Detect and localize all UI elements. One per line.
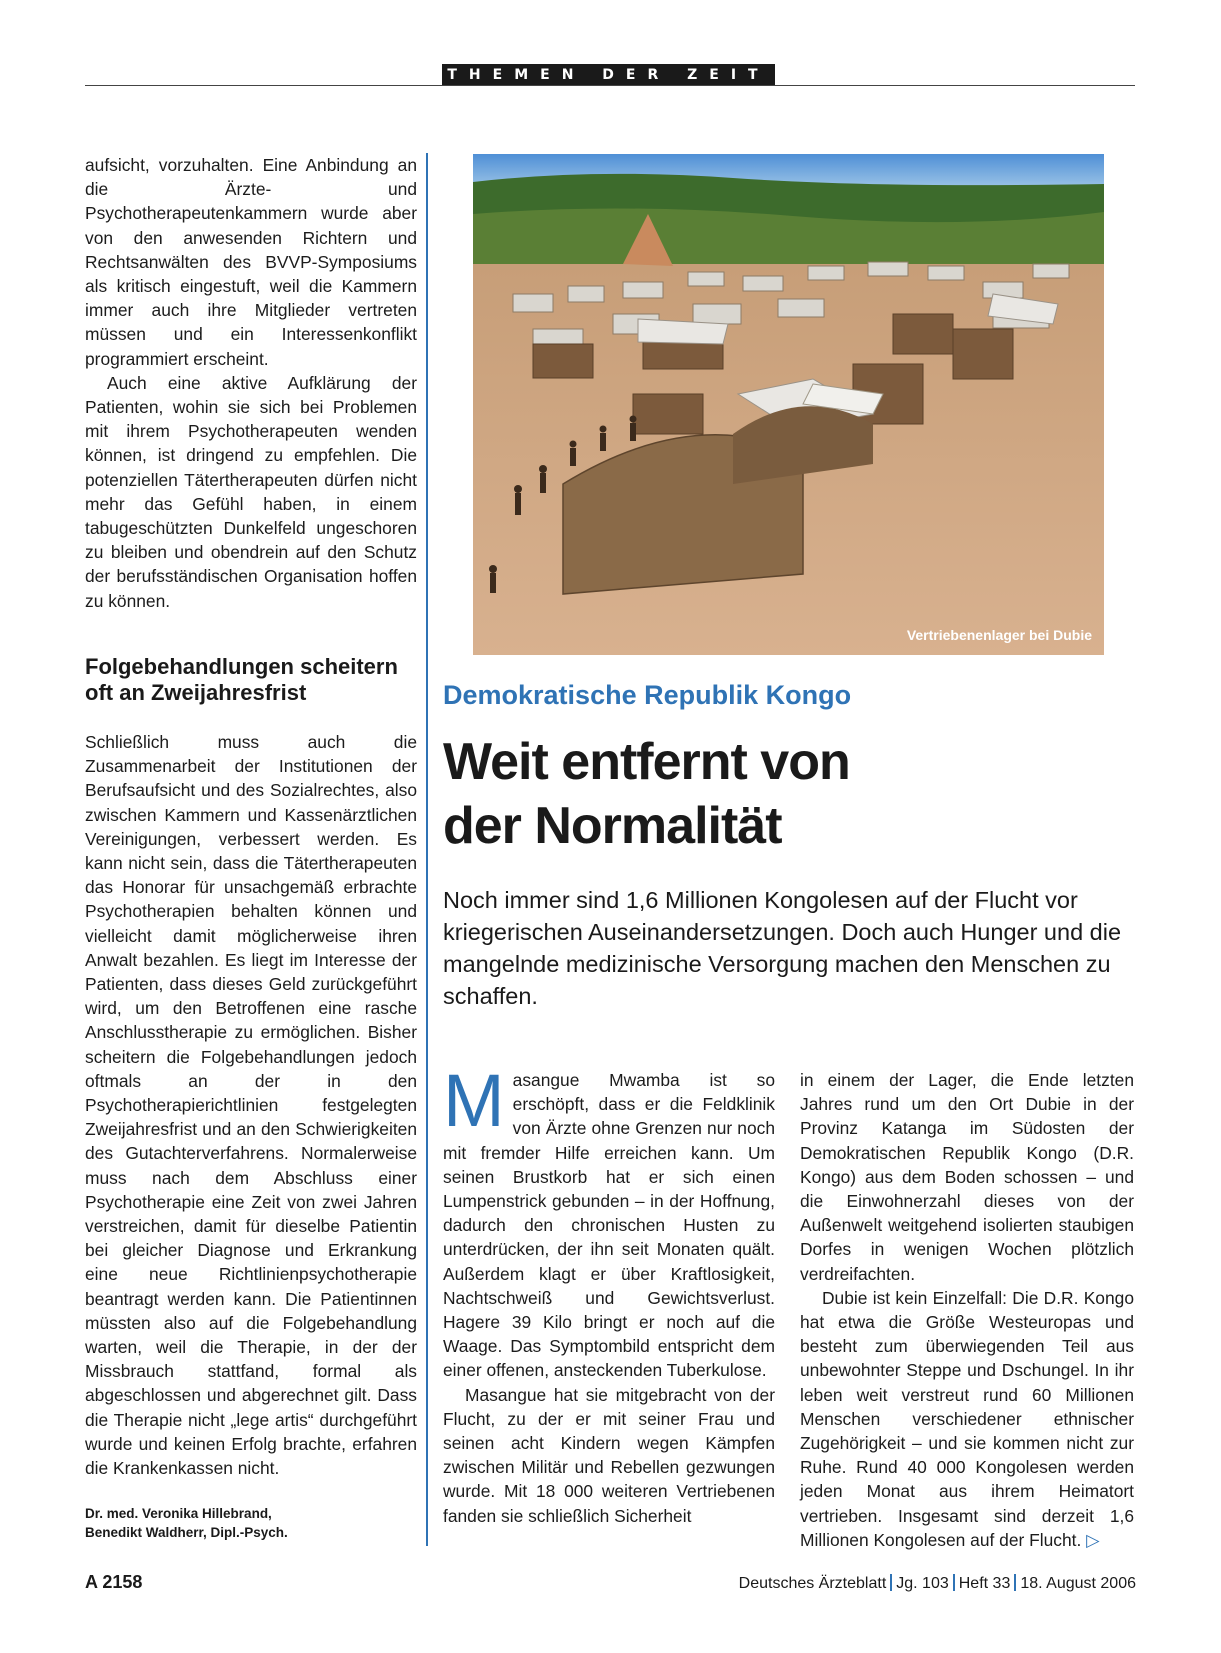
left-subheading: Folgebehandlungen scheitern oft an Zweijahresfrist xyxy=(85,654,398,705)
footer-separator xyxy=(953,1574,955,1591)
author-line-2: Benedikt Waldherr, Dipl.-Psych. xyxy=(85,1525,288,1540)
article-paragraph-4-text: Dubie ist kein Einzelfall: Die D.R. Kongo hat etwa die Größe Westeuropas und besteht zum überwiegenden Teil aus unbewohnter Steppe und Dschungel. In ihr leben weit verstreut rund 60 Millionen Menschen verschiedener ethnischer Zugehörigkeit – und sie kommen nicht zur Ruhe. Rund 40 000 Kongolesen werden jeden Monat aus ihrem Heimatort vertrieben. Insgesamt sind derzeit 1,6 Millionen Kongolesen auf der Flucht. xyxy=(800,1287,1134,1550)
camp-illustration xyxy=(473,154,1104,655)
journal-volume: Jg. 103 xyxy=(896,1575,949,1592)
page-number: A 2158 xyxy=(85,1572,143,1592)
drop-cap: M xyxy=(443,1059,505,1142)
author-line-1: Dr. med. Veronika Hillebrand, xyxy=(85,1506,272,1521)
author-credit xyxy=(85,1504,415,1542)
article-column-1 xyxy=(443,1059,775,1528)
journal-name: Deutsches Ärzteblatt xyxy=(738,1575,887,1592)
column-divider xyxy=(426,153,428,1546)
left-paragraph-3: Schließlich muss auch die Zusammenarbeit der Institutionen der Berufsaufsicht und des Sozialrechtes, also zwischen Kammern und Kassenärztlichen Vereinigungen, verbessert werden. Es kann nicht sein, dass die Tätertherapeuten das Honorar für unsachgemäß erbrachte Psychotherapien behalten können und vielleicht damit möglicherweise ihren Anwalt bezahlen. Es liegt im Interesse der Patienten, dass dieses Geld zurückgeführt wird, um den Betroffenen eine rasche Anschlusstherapie zu ermöglichen. Bisher scheitern die Folgebehandlungen jedoch oftmals an der in den Psychotherapierichtlinien festgelegten Zweijahresfrist und an den Schwierigkeiten des Gutachterverfahrens. Normalerweise muss nach dem Abschluss einer Psychotherapie eine Zeit von zwei Jahren verstreichen, damit für dieselbe Patientin bei gleicher Diagnose und Erkrankung eine neue Richtlinienpsychotherapie beantragt werden kann. Die Patientinnen müssten also auf die Folgebehandlung warten, weil die Therapie, in der der Missbrauch stattfand, formal als abgeschlossen und abgerechnet gilt. Dass die Therapie nicht „lege artis“ durchgeführt wurde und keinen Erfolg brachte, erfahren die Krankenkassen nicht. xyxy=(85,732,417,1479)
article-paragraph-3: in einem der Lager, die Ende letzten Jahres rund um den Ort Dubie in der Provinz Katanga im Südosten der Demokratischen Republik Kongo (D.R. Kongo) aus dem Boden schossen – und die Einwohnerzahl dieses von der Außenwelt weitgehend isolierten staubigen Dorfes in wenigen Wochen plötzlich verdreifachten. xyxy=(800,1070,1134,1284)
left-column-bottom xyxy=(85,730,417,1480)
left-paragraph-1: aufsicht, vorzuhalten. Eine Anbindung an die Ärzte- und Psychotherapeutenkammern wurde aber von den anwesenden Richtern und Rechtsanwälten des BVVP-Symposiums als kritisch eingestuft, weil die Kammern immer auch ihre Mitglieder vertreten müssen und ein Interessenkonflikt programmiert erscheint. xyxy=(85,155,417,369)
continue-arrow-icon: ▷ xyxy=(1086,1529,1100,1550)
journal-date: 18. August 2006 xyxy=(1020,1575,1136,1592)
left-paragraph-2: Auch eine aktive Aufklärung der Patienten, wohin sie sich bei Problemen mit ihrem Psychotherapeuten wenden können, ist dringend zu empfehlen. Die potenziellen Tätertherapeuten dürfen nicht mehr das Gefühl haben, in einem tabugeschützten Dunkelfeld ungeschoren zu bleiben und obendrein auf den Schutz der berufsständischen Organisation hoffen zu können. xyxy=(85,372,417,611)
journal-issue: Heft 33 xyxy=(958,1575,1011,1592)
article-section-label: Demokratische Republik Kongo xyxy=(443,680,852,710)
footer-journal-info xyxy=(739,1574,1136,1593)
article-paragraph-2: Masangue hat sie mitgebracht von der Flucht, zu der er mit seiner Frau und seinen acht Kindern wegen Kämpfen zwischen Militär und Rebellen gezwungen wurde. Mit 18 000 weiteren Vertriebenen fanden sie schließlich Sicherheit xyxy=(443,1384,775,1526)
footer-separator xyxy=(1014,1574,1016,1591)
article-paragraph-4 xyxy=(800,1286,1134,1552)
headline-line-1: Weit entfernt von xyxy=(443,733,850,791)
article-paragraph-1-text: asangue Mwamba ist so erschöpft, dass er die Feldklinik von Ärzte ohne Grenzen nur noch mit fremder Hilfe erreichen kann. Um seinen Brustkorb hat er sich einen Lumpenstrick gebunden – in der Hoffnung, dadurch den chronischen Husten zu unterdrücken, der ihn seit Monaten quält. Außerdem klagt er über Kraftlosigkeit, Nachtschweiß und Gewichtsverlust. Hagere 39 Kilo bringt er noch auf die Waage. Das Symptombild entspricht dem einer offenen, ansteckenden Tuberkulose. xyxy=(443,1070,775,1381)
left-column-top xyxy=(85,153,417,613)
footer-separator xyxy=(890,1574,892,1591)
article-lead: Noch immer sind 1,6 Millionen Kongolesen auf der Flucht vor kriegerischen Auseinandersetzungen. Doch auch Hunger und die mangelnde medizinische Versorgung machen den Menschen zu schaffen. xyxy=(443,887,1122,1009)
article-headline xyxy=(443,730,1143,858)
headline-line-2: der Normalität xyxy=(443,797,782,855)
article-column-2 xyxy=(800,1068,1134,1552)
header-rule xyxy=(85,85,1135,86)
refugee-camp-photo xyxy=(473,154,1104,655)
section-kicker: THEMEN DER ZEIT xyxy=(442,64,775,85)
photo-caption: Vertriebenenlager bei Dubie xyxy=(906,627,1092,643)
article-paragraph-1 xyxy=(443,1059,775,1383)
